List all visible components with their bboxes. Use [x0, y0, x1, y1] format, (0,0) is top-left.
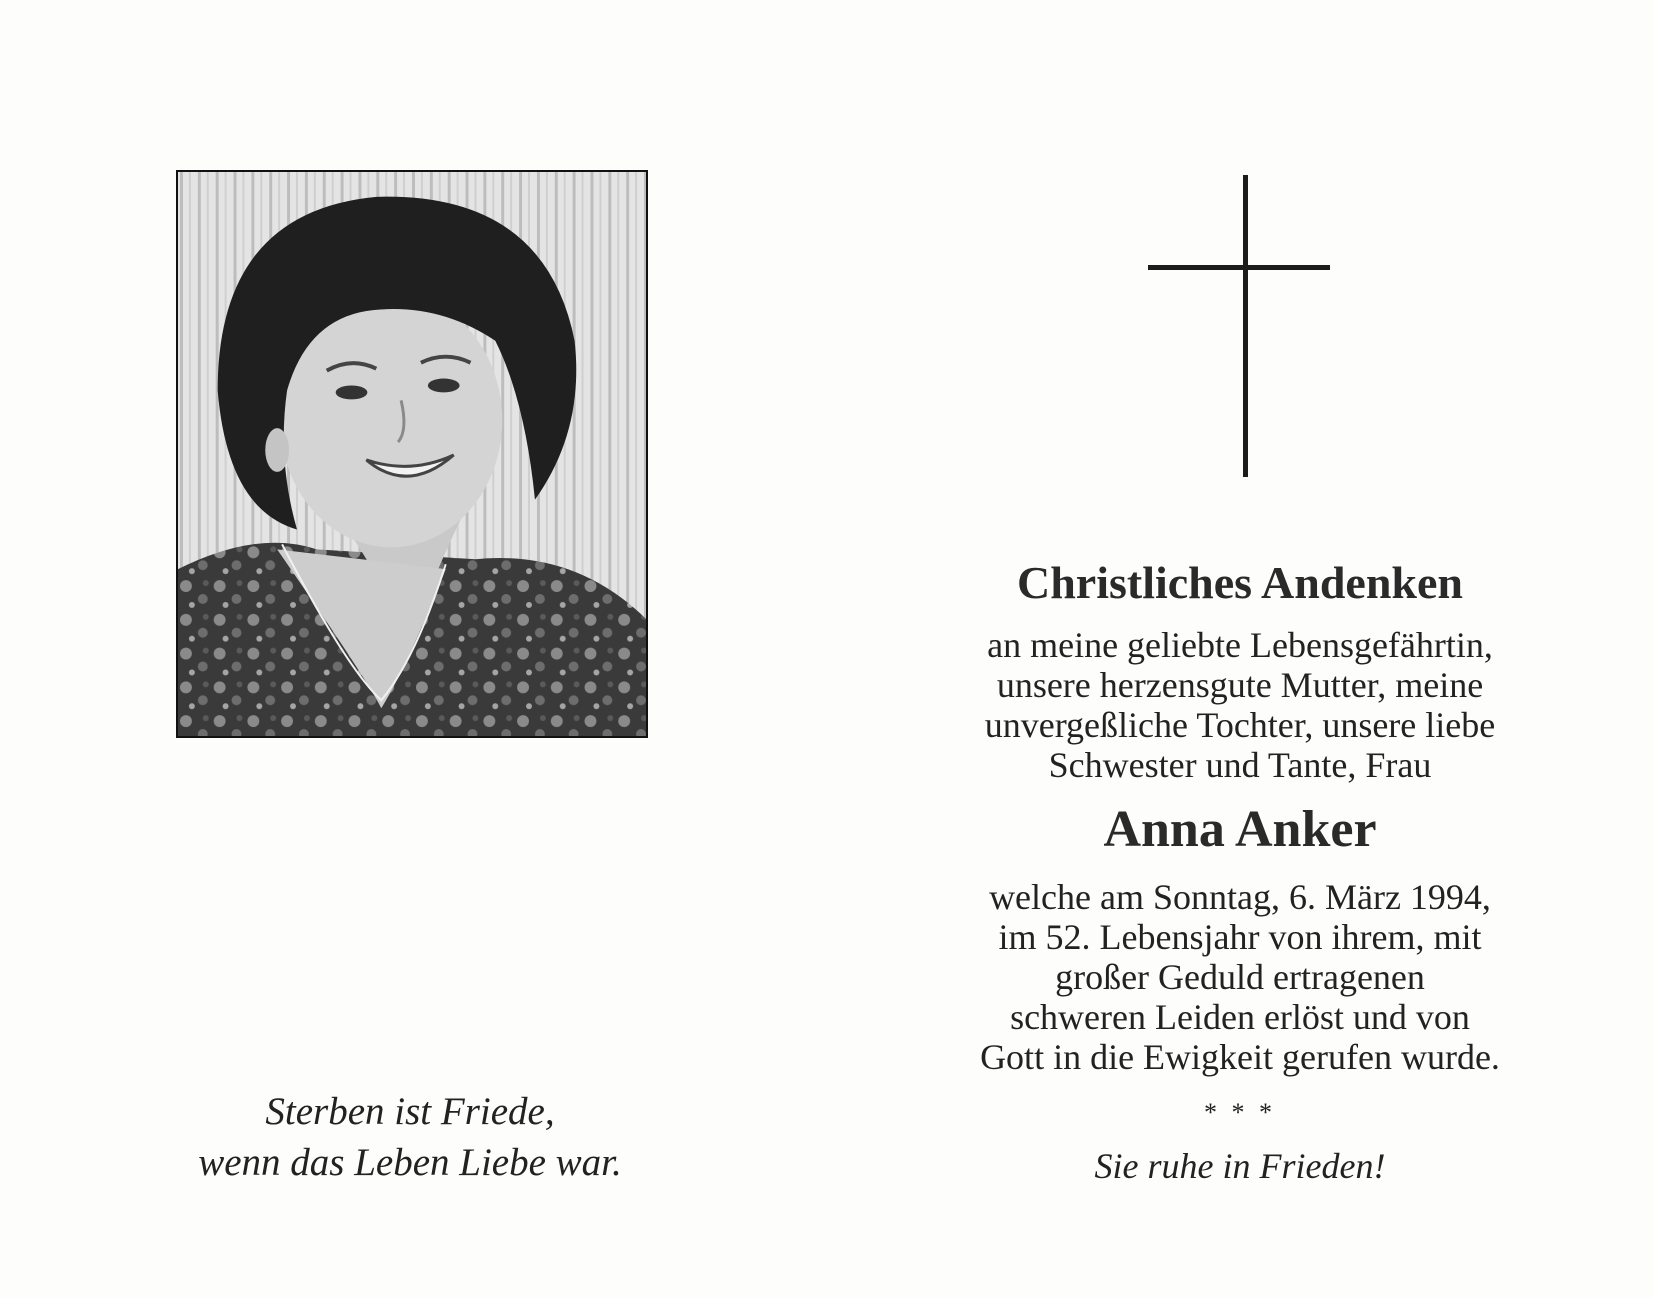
closing-line: Sie ruhe in Frieden!: [1094, 1146, 1386, 1186]
latin-cross-icon: [1148, 175, 1330, 477]
intro-line-3: unvergeßliche Tochter, unsere liebe: [984, 705, 1496, 745]
separator-stars: * * *: [1204, 1098, 1276, 1127]
body-line-1: welche am Sonntag, 6. März 1994,: [989, 877, 1491, 917]
body-line-3: großer Geduld ertragenen: [1055, 957, 1425, 997]
body-line-2: im 52. Lebensjahr von ihrem, mit: [998, 917, 1482, 957]
cross-vertical-bar: [1243, 175, 1248, 477]
body-line-5: Gott in die Ewigkeit gerufen wurde.: [980, 1037, 1500, 1077]
portrait-image: [178, 172, 646, 736]
quote-line-1: Sterben ist Friede,: [265, 1090, 555, 1133]
quote-line-2: wenn das Leben Liebe war.: [198, 1141, 622, 1184]
cross-horizontal-bar: [1148, 265, 1330, 270]
intro-line-1: an meine geliebte Lebensgefährtin,: [987, 625, 1493, 665]
intro-line-4: Schwester und Tante, Frau: [1048, 745, 1432, 785]
deceased-name: Anna Anker: [1103, 801, 1377, 858]
heading: Christliches Andenken: [1016, 557, 1464, 608]
body-line-4: schweren Leiden erlöst und von: [1010, 997, 1470, 1037]
intro-line-2: unsere herzensgute Mutter, meine: [996, 665, 1484, 705]
portrait-photo: [176, 170, 648, 738]
